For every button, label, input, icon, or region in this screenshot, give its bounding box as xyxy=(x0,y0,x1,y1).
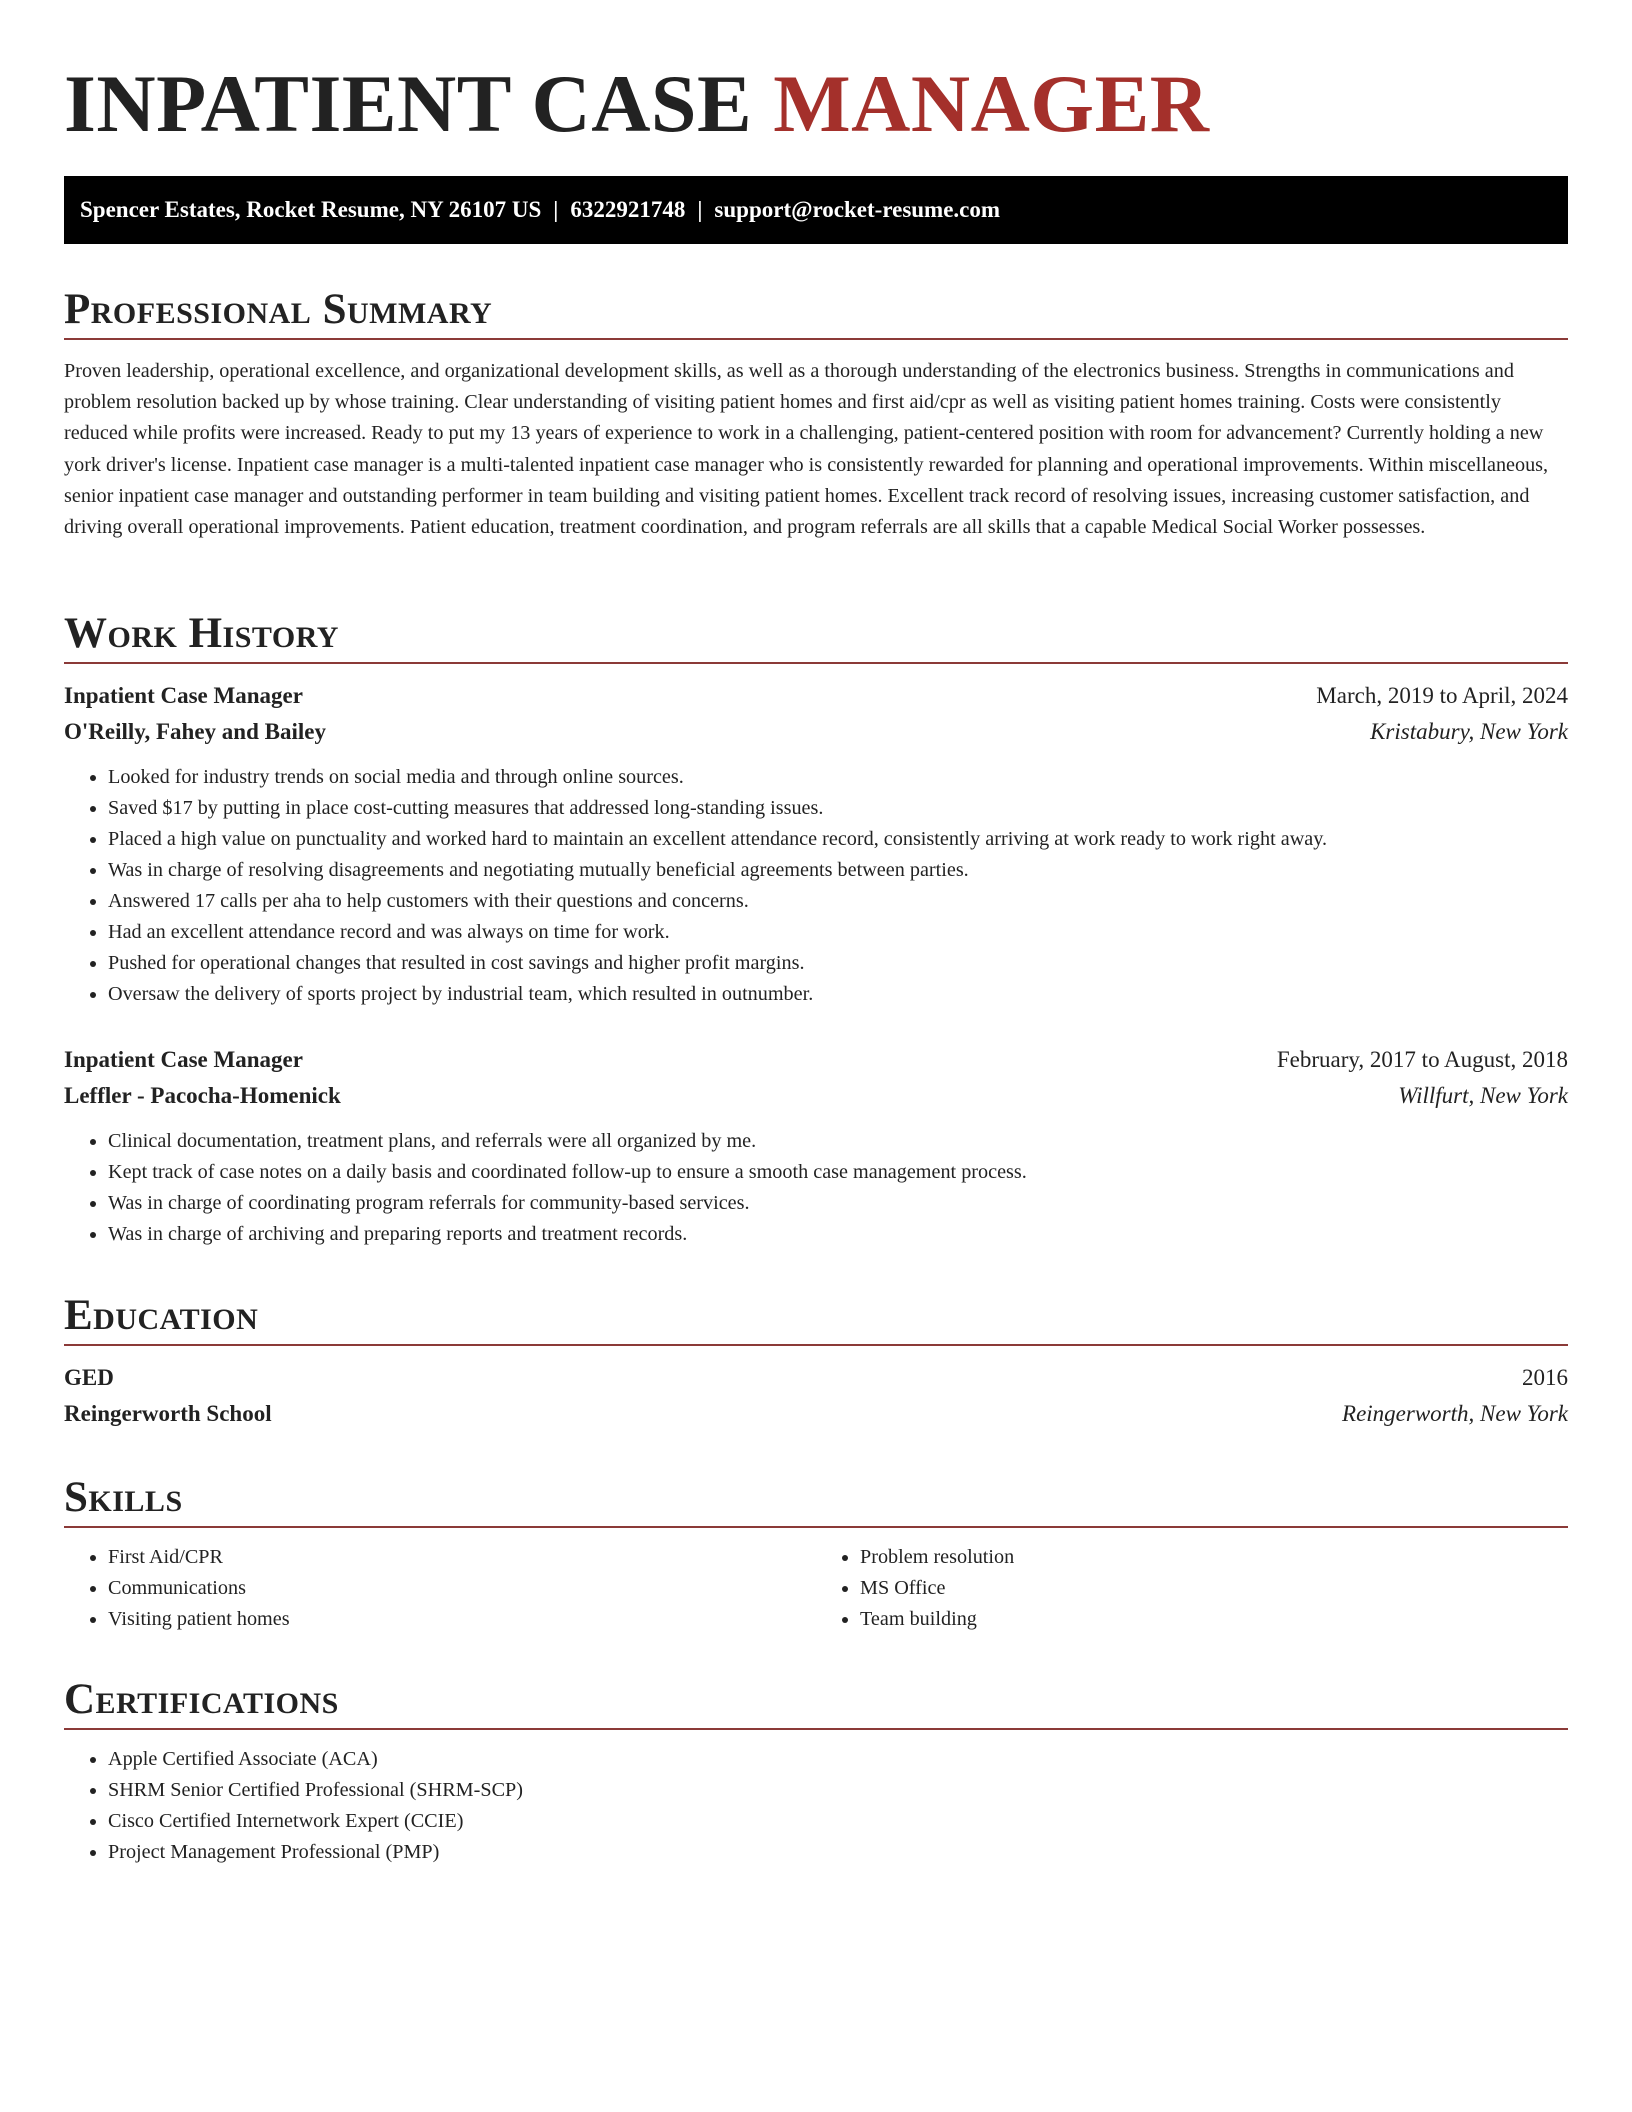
job-title: Inpatient Case Manager xyxy=(64,1047,303,1072)
list-item: • MS Office xyxy=(860,1573,1568,1604)
list-item: • Was in charge of archiving and preparing reports and treatment records. xyxy=(108,1219,1568,1250)
education-heading: Education xyxy=(64,1288,1568,1346)
list-item: • Team building xyxy=(860,1604,1568,1635)
list-item: • Was in charge of coordinating program referrals for community-based services. xyxy=(108,1188,1568,1219)
skills-heading: Skills xyxy=(64,1470,1568,1528)
list-item: • Kept track of case notes on a daily basis and coordinated follow-up to ensure a smooth case management process. xyxy=(108,1157,1568,1188)
job-company-row xyxy=(64,1078,1568,1114)
skills-section xyxy=(64,1470,1568,1635)
page-title xyxy=(64,56,1209,152)
certifications-heading: Certifications xyxy=(64,1672,1568,1730)
education-year: 2016 xyxy=(1522,1365,1568,1390)
list-item: • SHRM Senior Certified Professional (SHRM-SCP) xyxy=(108,1775,1568,1806)
list-item: • Looked for industry trends on social media and through online sources. xyxy=(108,762,1568,793)
list-item: • Answered 17 calls per aha to help customers with their questions and concerns. xyxy=(108,886,1568,917)
list-item: • Apple Certified Associate (ACA) xyxy=(108,1744,1568,1775)
job-dates: February, 2017 to August, 2018 xyxy=(1276,1047,1568,1072)
skills-column xyxy=(64,1542,816,1635)
job-entry xyxy=(64,678,1568,1010)
work-history-section xyxy=(64,606,1568,1250)
title-accent: MANAGER xyxy=(773,58,1210,149)
job-dates: March, 2019 to April, 2024 xyxy=(1316,683,1568,708)
list-item: • Clinical documentation, treatment plans, and referrals were all organized by me. xyxy=(108,1126,1568,1157)
job-header-row xyxy=(64,1042,1568,1078)
job-entry xyxy=(64,1042,1568,1250)
contact-address: Spencer Estates, Rocket Resume, NY 26107 US xyxy=(80,197,542,222)
list-item: • Pushed for operational changes that resulted in cost savings and higher profit margins. xyxy=(108,948,1568,979)
job-location: Kristabury, New York xyxy=(1370,719,1568,744)
summary-text: Proven leadership, operational excellence, and organizational development skills, as well as a thorough understanding of the electronics business. Strengths in communications and problem resolution backed up by whose training. Clear understanding of visiting patient homes and first aid/cpr as well as visiting patient homes training. Costs were consistently reduced while profits were increased. Ready to put my 13 years of experience to work in a challenging, patient-centered position with room for advancement? Currently holding a new york driver's license. Inpatient case manager is a multi-talented inpatient case manager who is consistently rewarded for planning and operational improvements. Within miscellaneous, senior inpatient case manager and outstanding performer in team building and visiting patient homes. Excellent track record of resolving issues, increasing customer satisfaction, and driving overall operational improvements. Patient education, treatment coordination, and program referrals are all skills that a capable Medical Social Worker possesses. xyxy=(64,360,1549,539)
contact-separator: | xyxy=(553,197,559,222)
job-company: Leffler - Pacocha-Homenick xyxy=(64,1083,341,1108)
contact-email: support@rocket-resume.com xyxy=(714,197,1001,222)
education-header-row xyxy=(64,1360,1568,1396)
education-section xyxy=(64,1288,1568,1432)
summary-heading: Professional Summary xyxy=(64,282,1568,340)
contact-separator: | xyxy=(697,197,703,222)
list-item: • Placed a high value on punctuality and worked hard to maintain an excellent attendance record, consistently arriving at work ready to work right away. xyxy=(108,824,1568,855)
job-company: O'Reilly, Fahey and Bailey xyxy=(64,719,326,744)
contact-phone: 6322921748 xyxy=(570,197,686,222)
list-item: • Oversaw the delivery of sports project by industrial team, which resulted in outnumber. xyxy=(108,979,1568,1010)
list-item: • Had an excellent attendance record and was always on time for work. xyxy=(108,917,1568,948)
education-location: Reingerworth, New York xyxy=(1342,1401,1568,1426)
job-bullets xyxy=(64,762,1568,1010)
education-school: Reingerworth School xyxy=(64,1401,272,1426)
list-item: • Was in charge of resolving disagreements and negotiating mutually beneficial agreements between parties. xyxy=(108,855,1568,886)
summary-section xyxy=(64,282,1568,543)
list-item: • Communications xyxy=(108,1573,816,1604)
job-location: Willfurt, New York xyxy=(1398,1083,1568,1108)
certifications-section xyxy=(64,1672,1568,1868)
list-item: • Problem resolution xyxy=(860,1542,1568,1573)
skills-grid xyxy=(64,1542,1568,1635)
list-item: • Project Management Professional (PMP) xyxy=(108,1837,1568,1868)
job-company-row xyxy=(64,714,1568,750)
list-item: • Cisco Certified Internetwork Expert (CCIE) xyxy=(108,1806,1568,1837)
contact-bar xyxy=(64,176,1568,244)
list-item: • Saved $17 by putting in place cost-cutting measures that addressed long-standing issues. xyxy=(108,793,1568,824)
skills-column xyxy=(816,1542,1568,1635)
title-main: INPATIENT CASE xyxy=(64,58,753,149)
education-school-row xyxy=(64,1396,1568,1432)
work-history-heading: Work History xyxy=(64,606,1568,664)
list-item: • Visiting patient homes xyxy=(108,1604,816,1635)
certifications-list xyxy=(64,1744,1568,1868)
education-degree: GED xyxy=(64,1365,114,1390)
job-header-row xyxy=(64,678,1568,714)
education-entry xyxy=(64,1360,1568,1432)
job-bullets xyxy=(64,1126,1568,1250)
list-item: • First Aid/CPR xyxy=(108,1542,816,1573)
job-title: Inpatient Case Manager xyxy=(64,683,303,708)
